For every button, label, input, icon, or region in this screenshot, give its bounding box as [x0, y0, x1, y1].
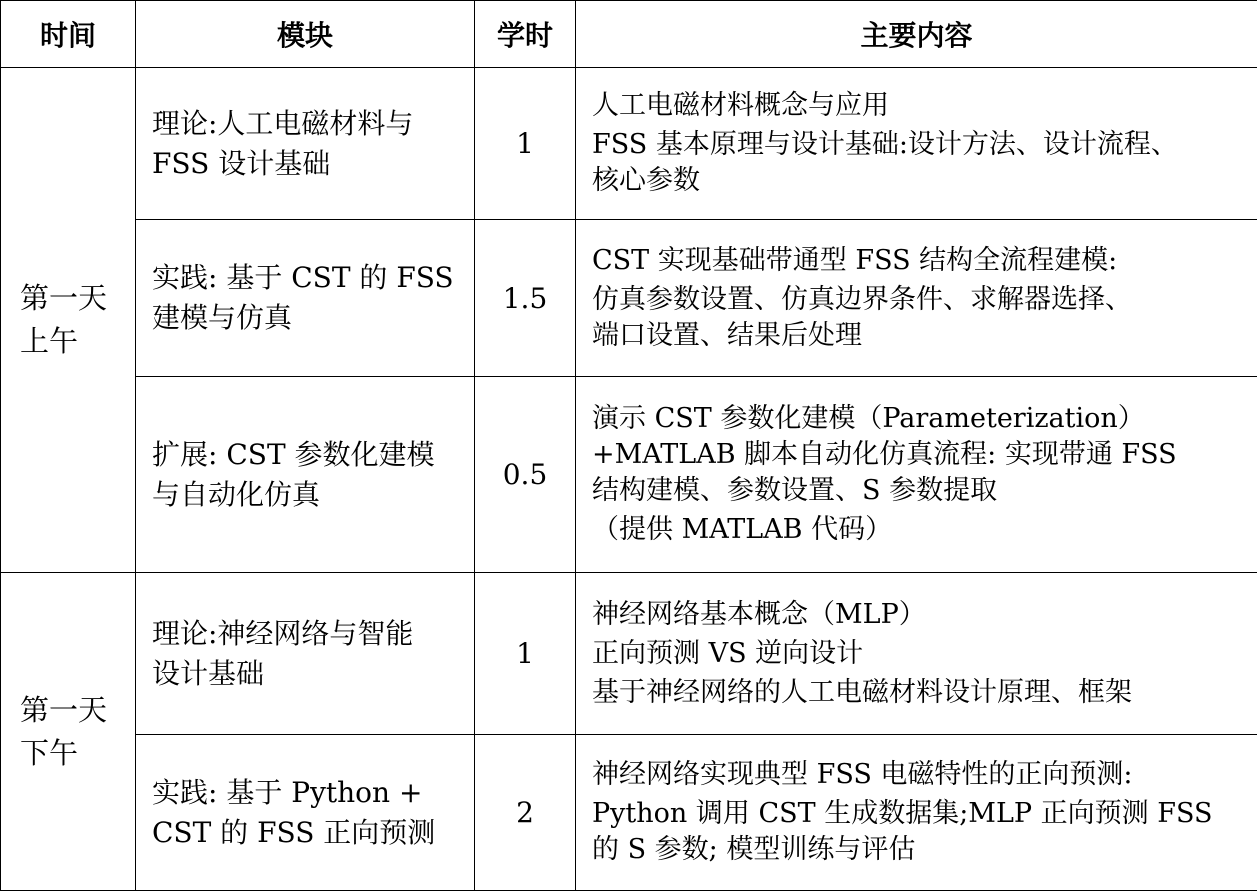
module-cell — [136, 220, 475, 377]
table-row — [1, 68, 1257, 220]
time-line: 第一天 — [20, 277, 135, 320]
content-cell — [576, 377, 1257, 573]
content-line: 演示 CST 参数化建模（Parameterization） — [592, 401, 1251, 437]
content-line: +MATLAB 脚本自动化仿真流程: 实现带通 FSS — [592, 437, 1251, 473]
hours-cell: 1 — [475, 68, 576, 220]
module-line: 设计基础 — [152, 654, 464, 694]
module-line: 建模与仿真 — [152, 298, 464, 338]
content-line: 神经网络实现典型 FSS 电磁特性的正向预测: — [592, 757, 1251, 793]
content-cell — [576, 220, 1257, 377]
content-line: 的 S 参数; 模型训练与评估 — [592, 832, 1251, 868]
table-row — [1, 573, 1257, 735]
module-line: CST 的 FSS 正向预测 — [152, 813, 464, 853]
hours-cell: 0.5 — [475, 377, 576, 573]
module-line: 实践: 基于 CST 的 FSS — [152, 258, 464, 298]
content-line: 核心参数 — [592, 163, 1251, 199]
content-line: 基于神经网络的人工电磁材料设计原理、框架 — [592, 675, 1251, 711]
time-line: 上午 — [20, 320, 135, 363]
module-cell — [136, 735, 475, 891]
header-hours: 学时 — [475, 1, 576, 68]
content-line: 结构建模、参数设置、S 参数提取 — [592, 473, 1251, 509]
table-row — [1, 220, 1257, 377]
module-line: 理论:人工电磁材料与 — [152, 104, 464, 144]
module-line: 理论:神经网络与智能 — [152, 614, 464, 654]
time-line: 下午 — [20, 732, 135, 775]
content-line: （提供 MATLAB 代码） — [592, 512, 1251, 548]
content-line: Python 调用 CST 生成数据集;MLP 正向预测 FSS — [592, 796, 1251, 832]
module-cell — [136, 377, 475, 573]
module-cell — [136, 68, 475, 220]
content-line: 端口设置、结果后处理 — [592, 318, 1251, 354]
content-line: FSS 基本原理与设计基础:设计方法、设计流程、 — [592, 127, 1251, 163]
header-time: 时间 — [1, 1, 136, 68]
content-line: CST 实现基础带通型 FSS 结构全流程建模: — [592, 243, 1251, 279]
header-module: 模块 — [136, 1, 475, 68]
module-line: 实践: 基于 Python + — [152, 773, 464, 813]
content-cell — [576, 573, 1257, 735]
time-cell — [1, 68, 136, 573]
hours-cell: 1 — [475, 573, 576, 735]
content-line: 人工电磁材料概念与应用 — [592, 88, 1251, 124]
header-row — [1, 1, 1257, 68]
module-cell — [136, 573, 475, 735]
content-cell — [576, 735, 1257, 891]
hours-cell: 2 — [475, 735, 576, 891]
header-content: 主要内容 — [576, 1, 1257, 68]
time-line: 第一天 — [20, 689, 135, 732]
hours-cell: 1.5 — [475, 220, 576, 377]
module-line: 扩展: CST 参数化建模 — [152, 435, 464, 475]
module-line: FSS 设计基础 — [152, 144, 464, 184]
content-cell — [576, 68, 1257, 220]
time-cell — [1, 573, 136, 891]
content-line: 仿真参数设置、仿真边界条件、求解器选择、 — [592, 282, 1251, 318]
content-line: 正向预测 VS 逆向设计 — [592, 636, 1251, 672]
content-line: 神经网络基本概念（MLP） — [592, 597, 1251, 633]
module-line: 与自动化仿真 — [152, 475, 464, 515]
table-row — [1, 377, 1257, 573]
table-row — [1, 735, 1257, 891]
